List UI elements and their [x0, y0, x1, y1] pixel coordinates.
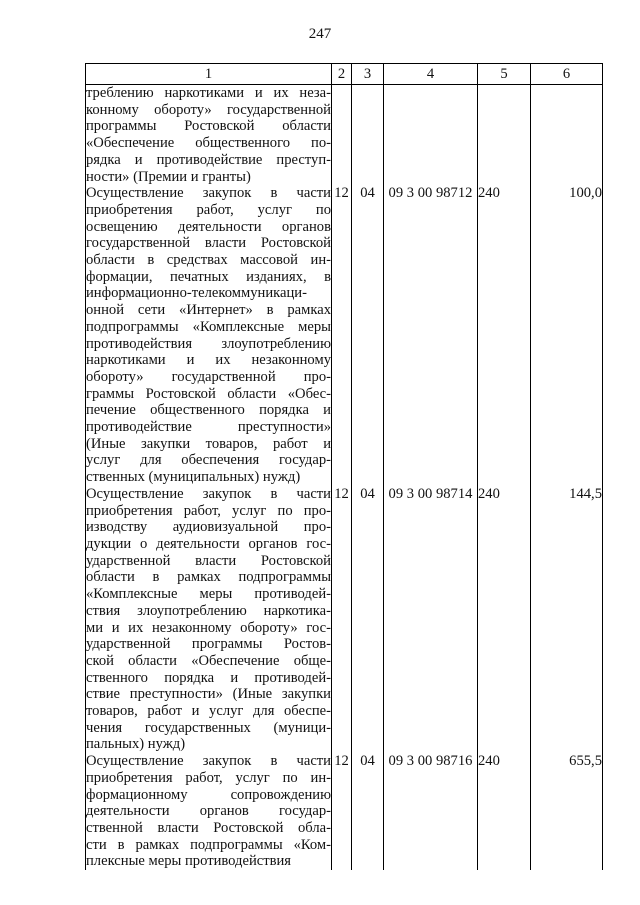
description-line: противодействия злоупотреблению [86, 335, 331, 352]
amount: 100,0 [531, 185, 603, 486]
header-col-4: 4 [384, 64, 478, 85]
description-line: ственной власти Ростовской обла- [86, 819, 331, 836]
header-col-6: 6 [531, 64, 603, 85]
description-line: ственных (муниципальных) нужд) [86, 469, 301, 486]
description-line: Осуществление закупок в части [86, 185, 331, 202]
description-line: печение общественного порядка и [86, 402, 331, 419]
description-line: плексные меры противодействия [86, 853, 292, 870]
description-line: ми и их незаконному обороту» гос- [86, 619, 331, 636]
description-line: приобретения работ, услуг по ин- [86, 769, 331, 786]
expense-type-code: 240 [478, 753, 531, 870]
description-line: ствия злоупотреблению наркотика- [86, 602, 331, 619]
description-line: приобретения работ, услуг по про- [86, 502, 331, 519]
description-line: услуг для обеспечения государ- [86, 452, 331, 469]
description-line: ственного порядка и противодей- [86, 669, 331, 686]
description-line: изводству аудиовизуальной про- [86, 519, 331, 536]
table-row [86, 185, 603, 486]
description-line: рядка и противодействие преступ- [86, 151, 331, 168]
description-line: (Иные закупки товаров, работ и [86, 435, 331, 452]
header-col-3: 3 [352, 64, 384, 85]
target-article-code [384, 85, 478, 186]
description-line: деятельности органов государ- [86, 803, 331, 820]
subsection-code: 04 [352, 486, 384, 753]
description-line: приобретения работ, услуг по [86, 201, 331, 218]
target-article-code: 09 3 00 98712 [384, 185, 478, 486]
description-line: треблению наркотиками и их неза- [86, 85, 331, 101]
target-article-code: 09 3 00 98714 [384, 486, 478, 753]
description-line: государственной власти Ростовской [86, 235, 331, 252]
section-code: 12 [332, 486, 352, 753]
description-line: информационно-телекоммуникаци- [86, 285, 307, 302]
expense-type-code: 240 [478, 185, 531, 486]
description-line: граммы Ростовской области «Обес- [86, 385, 331, 402]
description-line: области в рамках подпрограммы [86, 569, 331, 586]
amount [531, 85, 603, 186]
description-line: ударственной власти Ростовской [86, 552, 331, 569]
table-body [86, 85, 603, 871]
description-line: пальных) нужд) [86, 736, 186, 753]
target-article-code: 09 3 00 98716 [384, 753, 478, 870]
subsection-code: 04 [352, 753, 384, 870]
description-line: ности» (Премии и гранты) [86, 168, 251, 185]
description-line: наркотиками и их незаконному [86, 352, 331, 369]
description-line: «Обеспечение общественного по- [86, 135, 331, 152]
subsection-code: 04 [352, 185, 384, 486]
description-line: конному обороту» государственной [86, 101, 331, 118]
subsection-code [352, 85, 384, 186]
page-number: 247 [308, 26, 332, 42]
section-code: 12 [332, 185, 352, 486]
description-line: сти в рамках подпрограммы «Ком- [86, 836, 331, 853]
description-line: ударственной программы Ростов- [86, 636, 331, 653]
description-line: обороту» государственной про- [86, 368, 331, 385]
description-line: области в средствах массовой ин- [86, 252, 331, 269]
budget-table [85, 63, 603, 870]
header-row [86, 64, 603, 85]
description-line: дукции о деятельности органов гос- [86, 535, 331, 552]
row-description [86, 753, 332, 870]
description-line: онной сети «Интернет» в рамках [86, 302, 331, 319]
description-line: программы Ростовской области [86, 118, 331, 135]
expense-type-code [478, 85, 531, 186]
header-col-2: 2 [332, 64, 352, 85]
table-row [86, 486, 603, 753]
row-description [86, 85, 332, 186]
description-line: формации, печатных изданиях, в [86, 268, 331, 285]
header-col-5: 5 [478, 64, 531, 85]
description-line: Осуществление закупок в части [86, 753, 331, 770]
row-description [86, 185, 332, 486]
description-line: «Комплексные меры противодей- [86, 586, 331, 603]
amount: 144,5 [531, 486, 603, 753]
header-col-1: 1 [86, 64, 332, 85]
description-line: подпрограммы «Комплексные меры [86, 318, 331, 335]
description-line: противодействие преступности» [86, 419, 331, 436]
table-row [86, 85, 603, 186]
section-code [332, 85, 352, 186]
section-code: 12 [332, 753, 352, 870]
amount: 655,5 [531, 753, 603, 870]
description-line: товаров, работ и услуг для обеспе- [86, 703, 331, 720]
table-row [86, 753, 603, 870]
description-line: ствие преступности» (Иные закупки [86, 686, 331, 703]
description-line: Осуществление закупок в части [86, 485, 331, 502]
row-description [86, 486, 332, 753]
description-line: чения государственных (муници- [86, 719, 331, 736]
expense-type-code: 240 [478, 486, 531, 753]
description-line: освещению деятельности органов [86, 218, 331, 235]
description-line: формационному сопровождению [86, 786, 331, 803]
description-line: ской области «Обеспечение обще- [86, 652, 331, 669]
